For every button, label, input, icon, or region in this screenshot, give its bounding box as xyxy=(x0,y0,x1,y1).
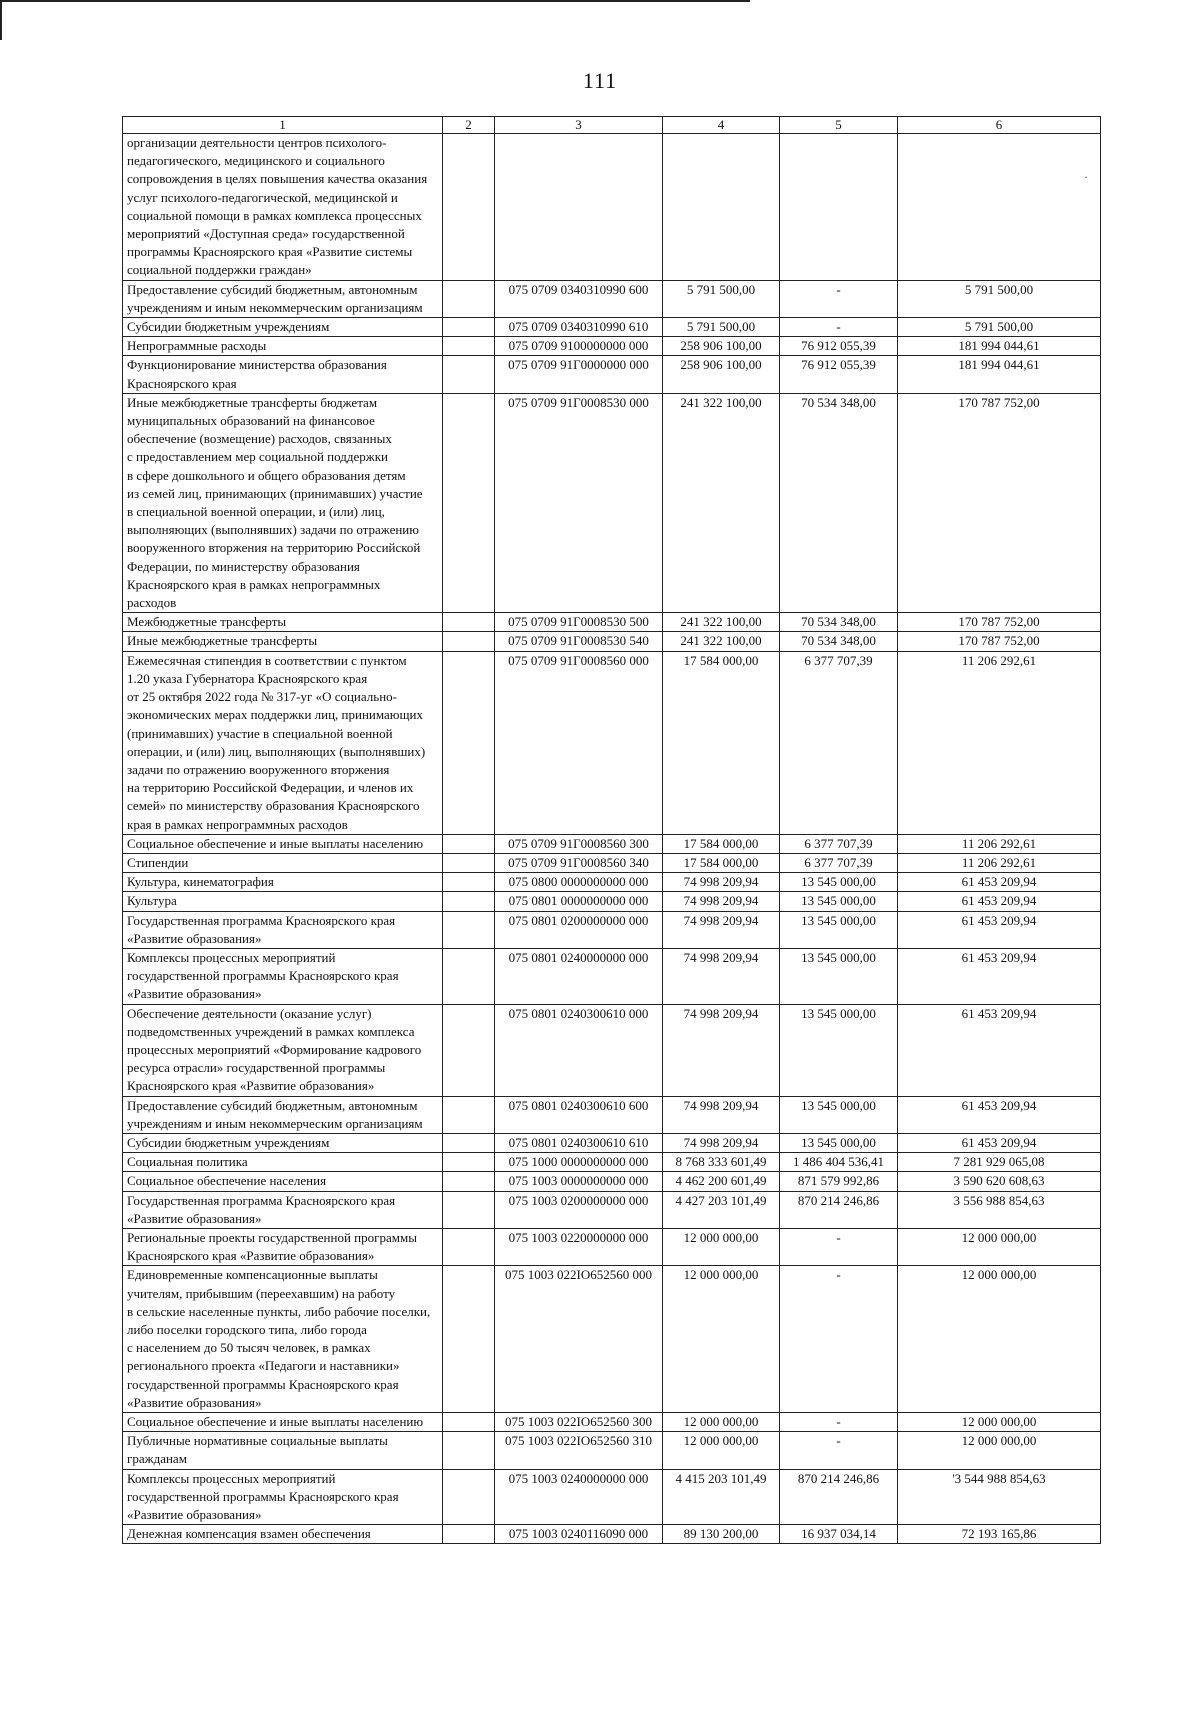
row-col2 xyxy=(443,1153,495,1172)
row-code: 075 1003 022IO652560 310 xyxy=(495,1432,663,1469)
table-row xyxy=(123,948,1101,1004)
row-value-6: 11 206 292,61 xyxy=(898,651,1101,834)
row-col2 xyxy=(443,1096,495,1133)
table-row xyxy=(123,337,1101,356)
table-row xyxy=(123,134,1101,281)
row-col2 xyxy=(443,134,495,281)
row-description: Субсидии бюджетным учреждениям xyxy=(123,318,443,337)
row-code: 075 0801 0240300610 610 xyxy=(495,1133,663,1152)
row-value-5: - xyxy=(780,1432,898,1469)
row-code: 075 1003 0240116090 000 xyxy=(495,1525,663,1544)
row-value-6 xyxy=(898,134,1101,281)
column-header: 3 xyxy=(495,117,663,134)
row-value-5: 16 937 034,14 xyxy=(780,1525,898,1544)
table-row xyxy=(123,1432,1101,1469)
row-value-4: 89 130 200,00 xyxy=(663,1525,780,1544)
row-description: Комплексы процессных мероприятий государственной программы Красноярского края «Развитие образования» xyxy=(123,948,443,1004)
row-description: Социальное обеспечение и иные выплаты населению xyxy=(123,834,443,853)
row-value-6: 12 000 000,00 xyxy=(898,1432,1101,1469)
row-code: 075 0801 0200000000 000 xyxy=(495,911,663,948)
table-row xyxy=(123,613,1101,632)
row-code: 075 0709 91Г0008560 000 xyxy=(495,651,663,834)
row-code: 075 0801 0000000000 000 xyxy=(495,892,663,911)
row-value-5: 6 377 707,39 xyxy=(780,834,898,853)
row-value-5: 13 545 000,00 xyxy=(780,1133,898,1152)
row-description: Культура xyxy=(123,892,443,911)
row-description: Субсидии бюджетным учреждениям xyxy=(123,1133,443,1152)
row-description: Межбюджетные трансферты xyxy=(123,613,443,632)
row-description: Государственная программа Красноярского края «Развитие образования» xyxy=(123,911,443,948)
row-value-5: 6 377 707,39 xyxy=(780,853,898,872)
column-header: 5 xyxy=(780,117,898,134)
row-description: Региональные проекты государственной программы Красноярского края «Развитие образования» xyxy=(123,1228,443,1265)
row-value-4: 12 000 000,00 xyxy=(663,1413,780,1432)
row-value-4: 74 998 209,94 xyxy=(663,892,780,911)
row-col2 xyxy=(443,1413,495,1432)
column-header: 6 xyxy=(898,117,1101,134)
row-col2 xyxy=(443,1004,495,1096)
row-description: Денежная компенсация взамен обеспечения xyxy=(123,1525,443,1544)
row-value-5: 70 534 348,00 xyxy=(780,393,898,612)
row-value-4: 74 998 209,94 xyxy=(663,1096,780,1133)
row-description: Предоставление субсидий бюджетным, автономным учреждениям и иным некоммерческим организациям xyxy=(123,1096,443,1133)
row-col2 xyxy=(443,632,495,651)
row-description: Социальное обеспечение и иные выплаты населению xyxy=(123,1413,443,1432)
row-value-6: 11 206 292,61 xyxy=(898,834,1101,853)
row-value-6: 3 556 988 854,63 xyxy=(898,1191,1101,1228)
row-code xyxy=(495,134,663,281)
row-description: Непрограммные расходы xyxy=(123,337,443,356)
row-col2 xyxy=(443,873,495,892)
row-col2 xyxy=(443,1469,495,1525)
row-value-6: 61 453 209,94 xyxy=(898,948,1101,1004)
row-description: Иные межбюджетные трансферты xyxy=(123,632,443,651)
row-description: Стипендии xyxy=(123,853,443,872)
row-col2 xyxy=(443,613,495,632)
row-value-4: 12 000 000,00 xyxy=(663,1266,780,1413)
row-value-5: 13 545 000,00 xyxy=(780,948,898,1004)
row-code: 075 0709 91Г0008560 340 xyxy=(495,853,663,872)
row-value-5 xyxy=(780,134,898,281)
table-row xyxy=(123,834,1101,853)
row-col2 xyxy=(443,834,495,853)
row-col2 xyxy=(443,651,495,834)
row-value-6: 170 787 752,00 xyxy=(898,393,1101,612)
page-number: 111 xyxy=(582,68,618,93)
row-value-4: 241 322 100,00 xyxy=(663,613,780,632)
row-code: 075 0709 0340310990 610 xyxy=(495,318,663,337)
table-row xyxy=(123,1266,1101,1413)
stray-dot: · xyxy=(1084,170,1088,184)
table-body xyxy=(123,134,1101,1544)
table-row xyxy=(123,1469,1101,1525)
row-value-6: '3 544 988 854,63 xyxy=(898,1469,1101,1525)
row-value-6: 7 281 929 065,08 xyxy=(898,1153,1101,1172)
row-description: Публичные нормативные социальные выплаты гражданам xyxy=(123,1432,443,1469)
row-col2 xyxy=(443,1228,495,1265)
row-code: 075 1003 0240000000 000 xyxy=(495,1469,663,1525)
table-row xyxy=(123,356,1101,393)
row-code: 075 0801 0240300610 000 xyxy=(495,1004,663,1096)
row-value-5: - xyxy=(780,318,898,337)
row-description: Государственная программа Красноярского края «Развитие образования» xyxy=(123,1191,443,1228)
row-description: Культура, кинематография xyxy=(123,873,443,892)
row-value-4: 5 791 500,00 xyxy=(663,318,780,337)
row-col2 xyxy=(443,1266,495,1413)
row-value-5: 870 214 246,86 xyxy=(780,1469,898,1525)
row-code: 075 0709 91Г0008530 540 xyxy=(495,632,663,651)
column-header: 4 xyxy=(663,117,780,134)
row-value-5: 70 534 348,00 xyxy=(780,632,898,651)
row-code: 075 1003 022IO652560 300 xyxy=(495,1413,663,1432)
row-col2 xyxy=(443,393,495,612)
row-code: 075 0801 0240300610 600 xyxy=(495,1096,663,1133)
row-col2 xyxy=(443,948,495,1004)
row-value-4: 74 998 209,94 xyxy=(663,1004,780,1096)
row-value-6: 61 453 209,94 xyxy=(898,892,1101,911)
row-value-5: 13 545 000,00 xyxy=(780,1096,898,1133)
table-row xyxy=(123,892,1101,911)
row-value-4: 4 415 203 101,49 xyxy=(663,1469,780,1525)
row-value-4: 12 000 000,00 xyxy=(663,1432,780,1469)
row-description: организации деятельности центров психолого- педагогического, медицинского и социального сопровождения в целях повышения качества оказания услуг психолого-педагогической, медицинской и социальной помощи в рамках комплекса процессных мероприятий «Доступная среда» государственной программы Красноярского края «Развитие системы социальной поддержки граждан» xyxy=(123,134,443,281)
row-col2 xyxy=(443,911,495,948)
table-row xyxy=(123,1004,1101,1096)
row-code: 075 0709 9100000000 000 xyxy=(495,337,663,356)
row-description: Иные межбюджетные трансферты бюджетам муниципальных образований на финансовое обеспечение (возмещение) расходов, связанных с предоставлением мер социальной поддержки в сфере дошкольного и общего образования детям из семей лиц, принимающих (принимавших) участие в специальной военной операции, и (или) лиц, выполняющих (выполнявших) задачи по отражению вооруженного вторжения на территорию Российской Федерации, по министерству образования Красноярского края в рамках непрограммных расходов xyxy=(123,393,443,612)
row-value-4: 241 322 100,00 xyxy=(663,632,780,651)
table-row xyxy=(123,873,1101,892)
table-row xyxy=(123,1133,1101,1152)
row-col2 xyxy=(443,1133,495,1152)
row-col2 xyxy=(443,318,495,337)
row-description: Комплексы процессных мероприятий государственной программы Красноярского края «Развитие образования» xyxy=(123,1469,443,1525)
column-number-row xyxy=(123,117,1101,134)
row-col2 xyxy=(443,1432,495,1469)
row-value-6: 72 193 165,86 xyxy=(898,1525,1101,1544)
row-description: Обеспечение деятельности (оказание услуг) подведомственных учреждений в рамках комплекса процессных мероприятий «Формирование кадрового ресурса отрасли» государственной программы Красноярского края «Развитие образования» xyxy=(123,1004,443,1096)
row-value-5: 871 579 992,86 xyxy=(780,1172,898,1191)
row-value-6: 61 453 209,94 xyxy=(898,1004,1101,1096)
row-col2 xyxy=(443,356,495,393)
row-value-5: 1 486 404 536,41 xyxy=(780,1153,898,1172)
row-value-5: 76 912 055,39 xyxy=(780,356,898,393)
budget-table xyxy=(122,116,1101,1544)
row-value-4: 74 998 209,94 xyxy=(663,948,780,1004)
row-value-6: 181 994 044,61 xyxy=(898,356,1101,393)
row-value-5: 870 214 246,86 xyxy=(780,1191,898,1228)
row-value-4: 12 000 000,00 xyxy=(663,1228,780,1265)
row-value-5: 6 377 707,39 xyxy=(780,651,898,834)
row-description: Ежемесячная стипендия в соответствии с пунктом 1.20 указа Губернатора Красноярского края от 25 октября 2022 года № 317-уг «О социально- экономических мерах поддержки лиц, принимающих (принимавших) участие в специальной военной операции, и (или) лиц, выполняющих (выполнявших) задачи по отражению вооруженного вторжения на территорию Российской Федерации, и членов их семей» по министерству образования Красноярского края в рамках непрограммных расходов xyxy=(123,651,443,834)
table-row xyxy=(123,1096,1101,1133)
row-value-6: 11 206 292,61 xyxy=(898,853,1101,872)
row-value-5: - xyxy=(780,280,898,317)
table-row xyxy=(123,632,1101,651)
row-code: 075 0801 0240000000 000 xyxy=(495,948,663,1004)
row-col2 xyxy=(443,1172,495,1191)
row-value-4 xyxy=(663,134,780,281)
row-value-4: 4 427 203 101,49 xyxy=(663,1191,780,1228)
table-row xyxy=(123,1191,1101,1228)
row-value-5: 13 545 000,00 xyxy=(780,911,898,948)
row-value-5: 76 912 055,39 xyxy=(780,337,898,356)
row-description: Единовременные компенсационные выплаты учителям, прибывшим (переехавшим) на работу в сельские населенные пункты, либо рабочие поселки, либо поселки городского типа, либо города с населением до 50 тысяч человек, в рамках регионального проекта «Педагоги и наставники» государственной программы Красноярского края «Развитие образования» xyxy=(123,1266,443,1413)
table-row xyxy=(123,911,1101,948)
row-value-6: 61 453 209,94 xyxy=(898,873,1101,892)
table-row xyxy=(123,1413,1101,1432)
column-header: 1 xyxy=(123,117,443,134)
table-row xyxy=(123,651,1101,834)
row-value-6: 5 791 500,00 xyxy=(898,318,1101,337)
row-value-4: 8 768 333 601,49 xyxy=(663,1153,780,1172)
row-code: 075 0709 91Г0000000 000 xyxy=(495,356,663,393)
row-code: 075 0800 0000000000 000 xyxy=(495,873,663,892)
row-value-4: 17 584 000,00 xyxy=(663,834,780,853)
row-value-4: 5 791 500,00 xyxy=(663,280,780,317)
row-col2 xyxy=(443,1191,495,1228)
row-value-5: 13 545 000,00 xyxy=(780,873,898,892)
row-value-4: 241 322 100,00 xyxy=(663,393,780,612)
row-code: 075 0709 91Г0008560 300 xyxy=(495,834,663,853)
row-code: 075 1000 0000000000 000 xyxy=(495,1153,663,1172)
row-value-5: 13 545 000,00 xyxy=(780,892,898,911)
row-col2 xyxy=(443,337,495,356)
row-col2 xyxy=(443,1525,495,1544)
row-col2 xyxy=(443,892,495,911)
row-value-6: 12 000 000,00 xyxy=(898,1266,1101,1413)
row-value-6: 61 453 209,94 xyxy=(898,1133,1101,1152)
row-value-4: 17 584 000,00 xyxy=(663,853,780,872)
row-value-6: 12 000 000,00 xyxy=(898,1413,1101,1432)
row-value-6: 170 787 752,00 xyxy=(898,632,1101,651)
row-value-4: 4 462 200 601,49 xyxy=(663,1172,780,1191)
row-value-6: 5 791 500,00 xyxy=(898,280,1101,317)
row-code: 075 0709 91Г0008530 500 xyxy=(495,613,663,632)
table-row xyxy=(123,1525,1101,1544)
row-code: 075 0709 0340310990 600 xyxy=(495,280,663,317)
row-value-5: 13 545 000,00 xyxy=(780,1004,898,1096)
table-row xyxy=(123,1172,1101,1191)
row-code: 075 1003 0000000000 000 xyxy=(495,1172,663,1191)
row-value-6: 3 590 620 608,63 xyxy=(898,1172,1101,1191)
row-value-4: 74 998 209,94 xyxy=(663,1133,780,1152)
row-value-4: 74 998 209,94 xyxy=(663,873,780,892)
row-value-5: - xyxy=(780,1413,898,1432)
table-row xyxy=(123,318,1101,337)
table-row xyxy=(123,280,1101,317)
row-value-4: 74 998 209,94 xyxy=(663,911,780,948)
row-description: Функционирование министерства образования Красноярского края xyxy=(123,356,443,393)
row-value-6: 61 453 209,94 xyxy=(898,911,1101,948)
row-description: Социальное обеспечение населения xyxy=(123,1172,443,1191)
row-value-6: 170 787 752,00 xyxy=(898,613,1101,632)
row-col2 xyxy=(443,280,495,317)
row-value-6: 12 000 000,00 xyxy=(898,1228,1101,1265)
corner-mark xyxy=(0,0,2,40)
table-row xyxy=(123,1153,1101,1172)
row-description: Социальная политика xyxy=(123,1153,443,1172)
row-value-6: 181 994 044,61 xyxy=(898,337,1101,356)
row-col2 xyxy=(443,853,495,872)
column-header: 2 xyxy=(443,117,495,134)
row-code: 075 1003 0220000000 000 xyxy=(495,1228,663,1265)
row-value-5: - xyxy=(780,1228,898,1265)
row-value-4: 258 906 100,00 xyxy=(663,356,780,393)
row-code: 075 1003 0200000000 000 xyxy=(495,1191,663,1228)
row-description: Предоставление субсидий бюджетным, автономным учреждениям и иным некоммерческим организациям xyxy=(123,280,443,317)
row-code: 075 1003 022IO652560 000 xyxy=(495,1266,663,1413)
row-value-4: 258 906 100,00 xyxy=(663,337,780,356)
row-value-4: 17 584 000,00 xyxy=(663,651,780,834)
row-value-5: 70 534 348,00 xyxy=(780,613,898,632)
table-row xyxy=(123,393,1101,612)
table-row xyxy=(123,853,1101,872)
table-row xyxy=(123,1228,1101,1265)
row-value-6: 61 453 209,94 xyxy=(898,1096,1101,1133)
row-value-5: - xyxy=(780,1266,898,1413)
top-border-line xyxy=(0,0,750,2)
row-code: 075 0709 91Г0008530 000 xyxy=(495,393,663,612)
